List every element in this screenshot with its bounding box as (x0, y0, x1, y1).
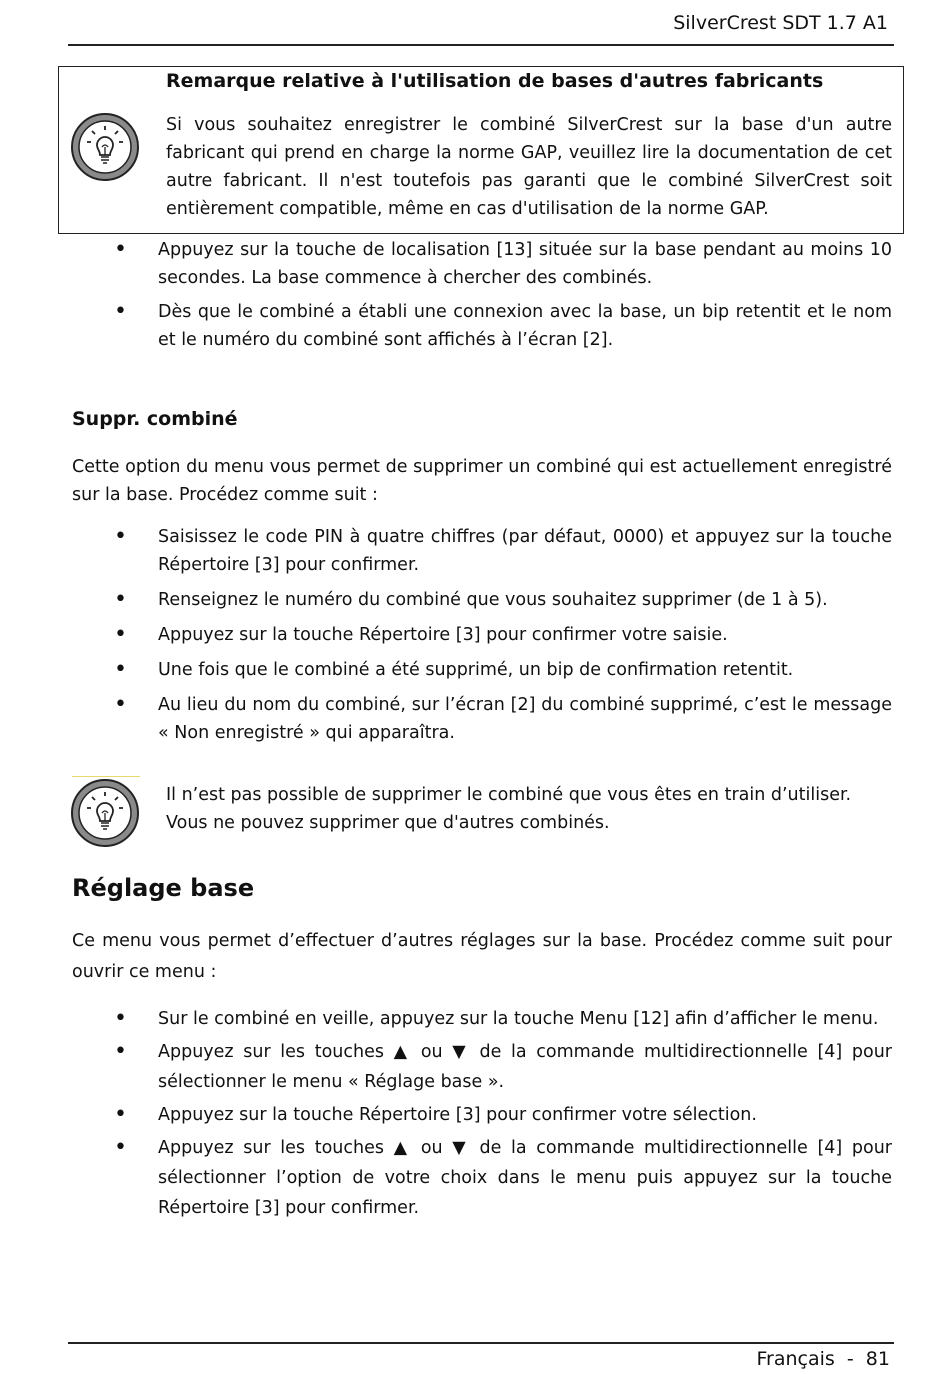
section-heading-suppr-combine: Suppr. combiné (72, 408, 238, 430)
list-item: • Saisissez le code PIN à quatre chiffres (par défaut, 0000) et appuyez sur la touche Répertoire [3] pour confirmer. (72, 523, 892, 579)
list-item: • Renseignez le numéro du combiné que vous souhaitez supprimer (de 1 à 5). (72, 586, 892, 614)
page-number: Français - 81 (756, 1348, 890, 1370)
footer-divider (68, 1342, 894, 1344)
list-item: • Au lieu du nom du combiné, sur l’écran [2] du combiné supprimé, c’est le message « Non enregistré » qui apparaîtra. (72, 691, 892, 747)
note-text: Il n’est pas possible de supprimer le combiné que vous êtes en train d’utiliser. Vous ne pouvez supprimer que d'autres combinés. (166, 785, 852, 833)
list-item: • Une fois que le combiné a été supprimé, un bip de confirmation retentit. (72, 656, 892, 684)
list-item: • Dès que le combiné a établi une connexion avec la base, un bip retentit et le nom et le numéro du combiné sont affichés à l’écran [2]. (72, 298, 892, 354)
base-settings-steps-list (72, 1004, 892, 1223)
header-divider (68, 44, 894, 46)
list-item: • Appuyez sur les touches ▲ ou ▼ de la commande multidirectionnelle [4] pour sélectionner le menu « Réglage base ». (72, 1037, 892, 1097)
list-item: • Appuyez sur la touche Répertoire [3] pour confirmer votre sélection. (72, 1100, 892, 1130)
note-divider (72, 776, 140, 777)
list-item: • Appuyez sur la touche Répertoire [3] pour confirmer votre saisie. (72, 621, 892, 649)
delete-steps-list (72, 523, 892, 747)
lightbulb-icon (70, 778, 140, 848)
list-item: • Appuyez sur les touches ▲ ou ▼ de la commande multidirectionnelle [4] pour sélectionner l’option de votre choix dans le menu puis appuyez sur la touche Répertoire [3] pour confirmer. (72, 1133, 892, 1223)
section-intro: Cette option du menu vous permet de supprimer un combiné qui est actuellement enregistré sur la base. Procédez comme suit : (72, 457, 892, 505)
note-title: Remarque relative à l'utilisation de bases d'autres fabricants (166, 70, 824, 92)
list-item: • Sur le combiné en veille, appuyez sur la touche Menu [12] afin d’afficher le menu. (72, 1004, 892, 1034)
section-intro: Ce menu vous permet d’effectuer d’autres réglages sur la base. Procédez comme suit pour ouvrir ce menu : (72, 931, 892, 982)
section-heading-reglage-base: Réglage base (72, 874, 255, 902)
localization-steps-list (72, 236, 892, 354)
list-item: • Appuyez sur la touche de localisation [13] située sur la base pendant au moins 10 secondes. La base commence à chercher des combinés. (72, 236, 892, 292)
header-title: SilverCrest SDT 1.7 A1 (673, 12, 888, 34)
lightbulb-icon (70, 112, 140, 182)
note-text: Si vous souhaitez enregistrer le combiné SilverCrest sur la base d'un autre fabricant qui prend en charge la norme GAP, veuillez lire la documentation de cet autre fabricant. Il n'est toutefois pas garanti que le combiné SilverCrest soit entièrement compatible, même en cas d'utilisation de la norme GAP. (166, 115, 892, 219)
